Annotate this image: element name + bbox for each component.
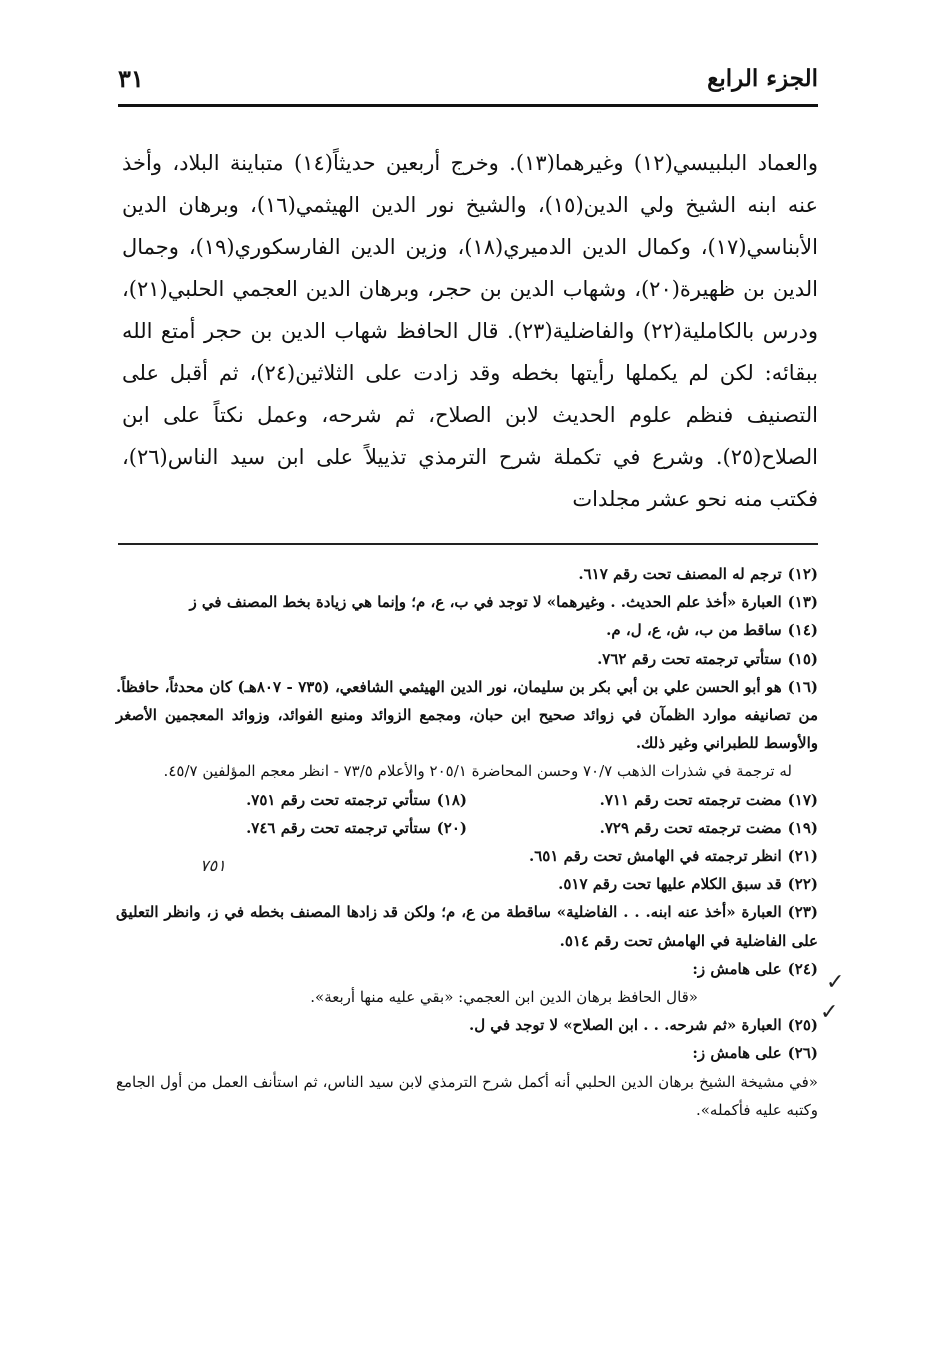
footnote-24: (٢٤)على هامش ز: — [692, 959, 818, 978]
footnote-18: (١٨)ستأتي ترجمته تحت رقم ٧٥١. — [246, 790, 467, 809]
footnote-15: (١٥)ستأتي ترجمته تحت رقم ٧٦٢. — [597, 649, 818, 668]
running-title: الجزء الرابع — [707, 64, 818, 92]
main-paragraph: والعماد البلبيسي(١٢) وغيرهما(١٣). وخرج أربعين حديثاً(١٤) متباينة البلاد، وأخذ عنه ابنه الشيخ ولي الدين(١٥)، والشيخ نور الدين الهيثمي(١٦)، وبرهان الدين الأبناسي(١٧)، وكمال الدين الدميري(١٨)، وزين الدين الفارسكوري(١٩)، وجمال الدين بن ظهيرة(٢٠)، وشهاب الدين بن حجر، وبرهان الدين العجمي الحلبي(٢١)، ودرس بالكاملية(٢٢) والفاضلية(٢٣). قال الحافظ شهاب الدين بن حجر أمتع الله ببقائه: لكن لم يكملها رأيتها بخطه وقد زادت على الثلاثين(٢٤)، ثم أقبل على التصنيف فنظم علوم الحديث لابن الصلاح، ثم شرحه، وعمل نكتاً على ابن الصلاح(٢٥). وشرع في تكملة شرح الترمذي تذييلاً على ابن سيد الناس(٢٦)، فكتب منه نحو عشر مجلدات — [122, 151, 819, 511]
main-text-body — [122, 142, 818, 520]
handwritten-note: ٧٥١ — [200, 856, 226, 875]
footnote-19: (١٩)مضت ترجمته تحت رقم ٧٢٩. — [599, 818, 818, 837]
footnote-24-quote: «قال الحافظ برهان الدين ابن العجمي: «بقي عليه منها أربعة». — [310, 988, 698, 1007]
footnote-26-quote: «في مشيخة الشيخ برهان الدين الحلبي أنه أكمل شرح الترمذي لابن سيد الناس، ثم استأنف العمل من أول الجامع وكتبه عليه فأكمله». — [116, 1072, 818, 1119]
check-mark-icon: ✓ — [820, 1000, 839, 1025]
header-rule — [118, 104, 818, 107]
footnote-row-19-20 — [116, 814, 818, 842]
footnote-17: (١٧)مضت ترجمته تحت رقم ٧١١. — [599, 790, 818, 809]
footnote-12: (١٢)ترجم له المصنف تحت رقم ٦١٧. — [578, 565, 818, 583]
footnote-14: (١٤)ساقط من ب، ش، ع، ل، م. — [606, 621, 818, 640]
footnote-26: (٢٦)على هامش ز: — [692, 1044, 818, 1063]
footnote-23: (٢٣)العبارة «أخذ عنه ابنه. . . الفاضلية» ساقطة من ع، م؛ ولكن قد زادها المصنف بخطه في ز، وانظر التعليق على الفاضلية في الهامش تحت رقم ٥١٤. — [116, 903, 818, 950]
footnotes — [116, 560, 818, 1124]
page-number: ٣١ — [118, 63, 144, 93]
page-header — [118, 58, 818, 98]
footnote-separator — [118, 543, 818, 545]
footnote-25: (٢٥)العبارة «ثم شرحه. . . ابن الصلاح» لا توجد في ل. — [468, 1016, 818, 1035]
check-mark-icon: ✓ — [826, 970, 845, 995]
footnote-22: (٢٢)قد سبق الكلام عليها تحت رقم ٥١٧. — [558, 875, 818, 894]
footnote-16: (١٦)هو أبو الحسن علي بن أبي بكر بن سليمان، نور الدين الهيثمي الشافعي، (٧٣٥ - ٨٠٧هـ) كان محدثاً، حافظاً. من تصانيفه موارد الظمآن في زوائد صحيح ابن حبان، ومجمع الزوائد ومنبع الفوائد، وزوائد المعجمين الأصغر والأوسط للطبراني وغير ذلك. — [116, 677, 818, 753]
footnote-row-17-18 — [116, 786, 818, 814]
footnote-20: (٢٠)ستأتي ترجمته تحت رقم ٧٤٦. — [246, 818, 467, 837]
footnote-16-references: له ترجمة في شذرات الذهب ٧٠/٧ وحسن المحاضرة ٢٠٥/١ والأعلام ٧٣/٥ - انظر معجم المؤلفين ٤٥/٧. — [163, 762, 792, 781]
footnote-13: (١٣)العبارة «أخذ علم الحديث. . وغيرهما» لا توجد في ب، ع، م؛ وإنما هي زيادة بخط المصنف في ز — [189, 593, 818, 612]
footnote-21: (٢١)انظر ترجمته في الهامش تحت رقم ٦٥١. — [528, 847, 818, 866]
